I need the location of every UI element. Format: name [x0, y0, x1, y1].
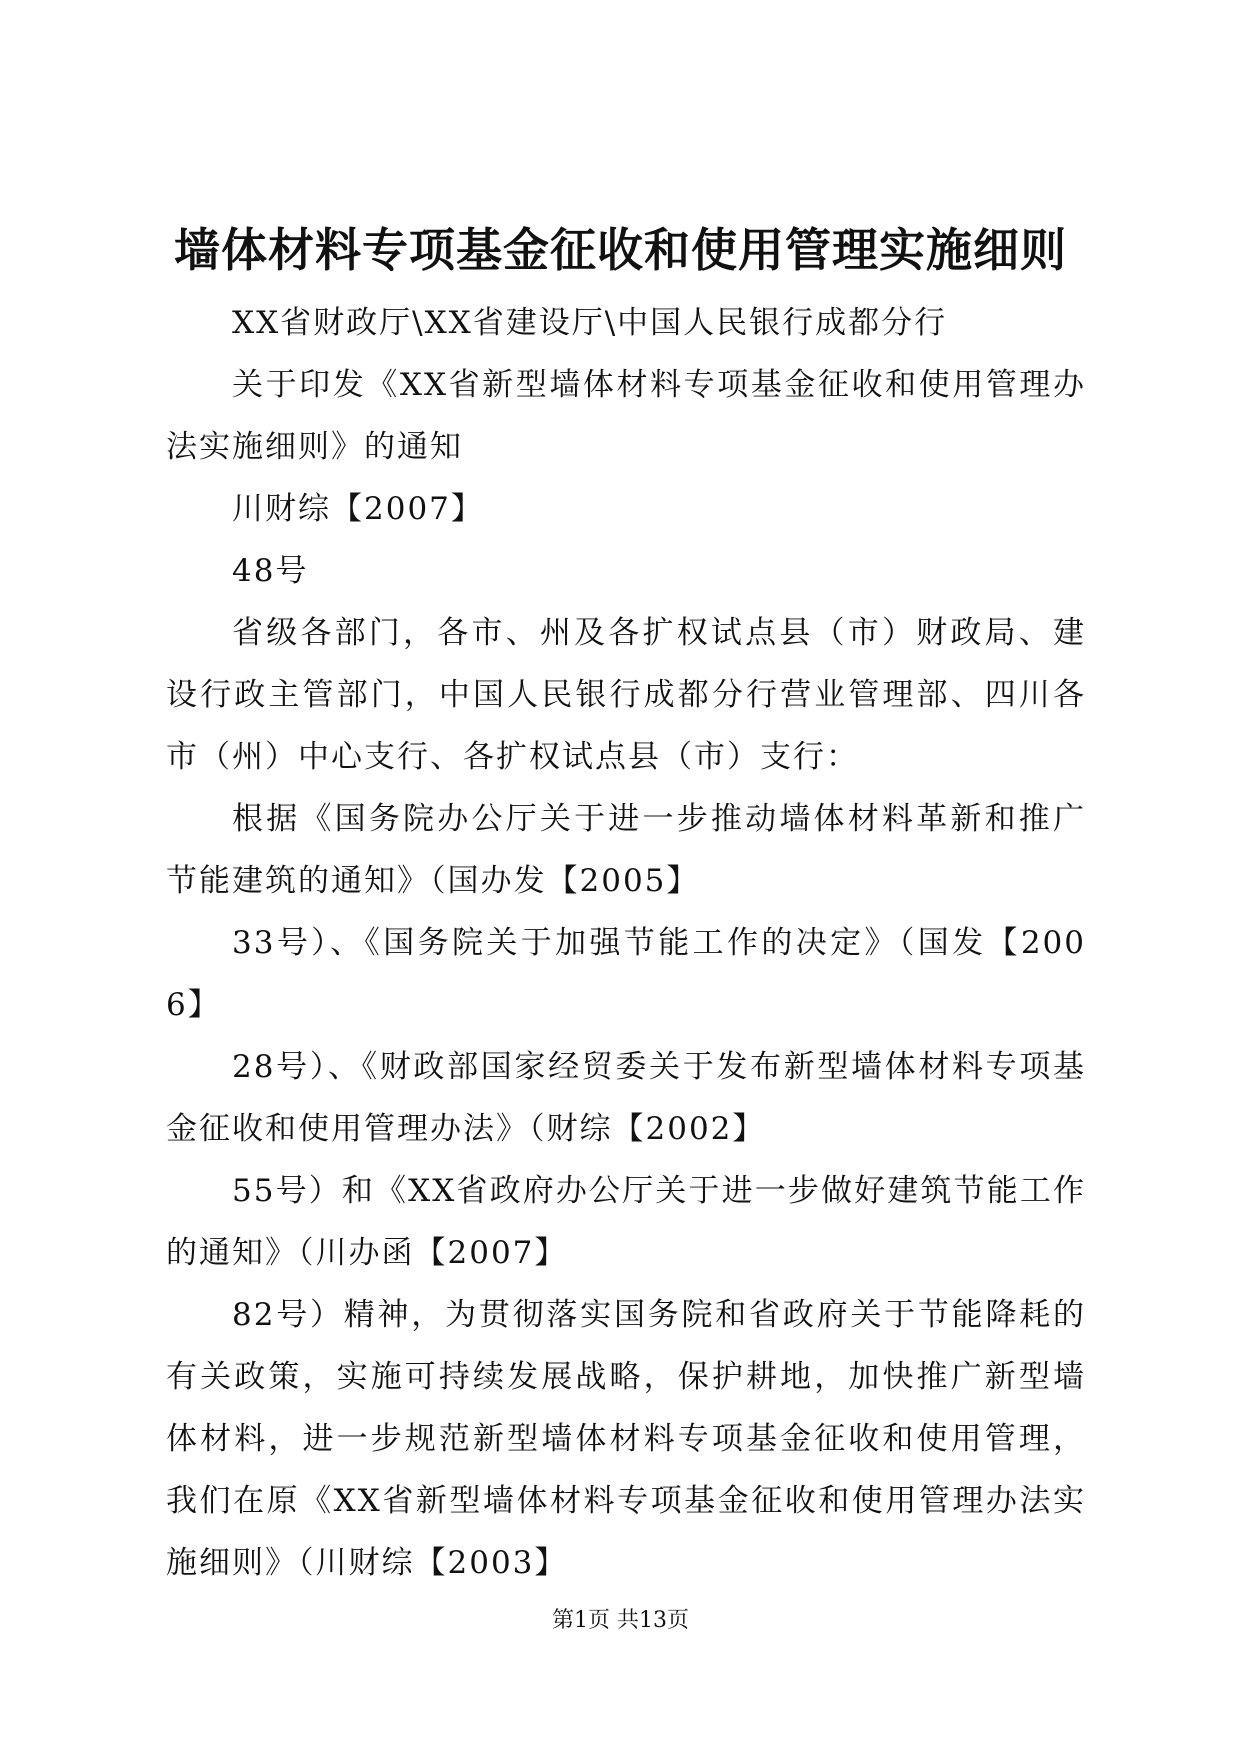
document-title: 墙体材料专项基金征收和使用管理实施细则 — [174, 223, 1067, 277]
paragraph-doc-number: 川财综【2007】 — [232, 491, 484, 527]
paragraph-issuers: XX省财政厅\XX省建设厅\中国人民银行成都分行 — [232, 305, 948, 341]
paragraph-recipients: 省级各部门，各市、州及各扩权试点县（市）财政局、建设行政主管部门，中国人民银行成都分行营业管理部、四川各市（州）中心支行、各扩权试点县（市）支行： — [166, 615, 1086, 775]
paragraph-purpose: 82号）精神，为贯彻落实国务院和省政府关于节能降耗的有关政策，实施可持续发展战略，保护耕地，加快推广新型墙体材料，进一步规范新型墙体材料专项基金征收和使用管理，我们在原《XX省新型墙体材料专项基金征收和使用管理办法实施细则》（川财综【2003】 — [166, 1297, 1086, 1581]
paragraph-basis-4: 55号）和《XX省政府办公厅关于进一步做好建筑节能工作的通知》（川办函【2007】 — [166, 1173, 1086, 1271]
paragraph-basis-3: 28号）、《财政部国家经贸委关于发布新型墙体材料专项基金征收和使用管理办法》（财综【2002】 — [166, 1049, 1086, 1147]
paragraph-basis-2: 33号）、《国务院关于加强节能工作的决定》（国发【2006】 — [166, 925, 1086, 1023]
document-body — [166, 292, 1086, 1594]
paragraph-basis-1: 根据《国务院办公厅关于进一步推动墙体材料革新和推广节能建筑的通知》（国办发【2005】 — [166, 801, 1086, 899]
paragraph-notice-title: 关于印发《XX省新型墙体材料专项基金征收和使用管理办法实施细则》的通知 — [166, 367, 1086, 465]
page-footer: 第1页 共13页 — [552, 1608, 689, 1633]
paragraph-doc-number-suffix: 48号 — [232, 553, 309, 589]
